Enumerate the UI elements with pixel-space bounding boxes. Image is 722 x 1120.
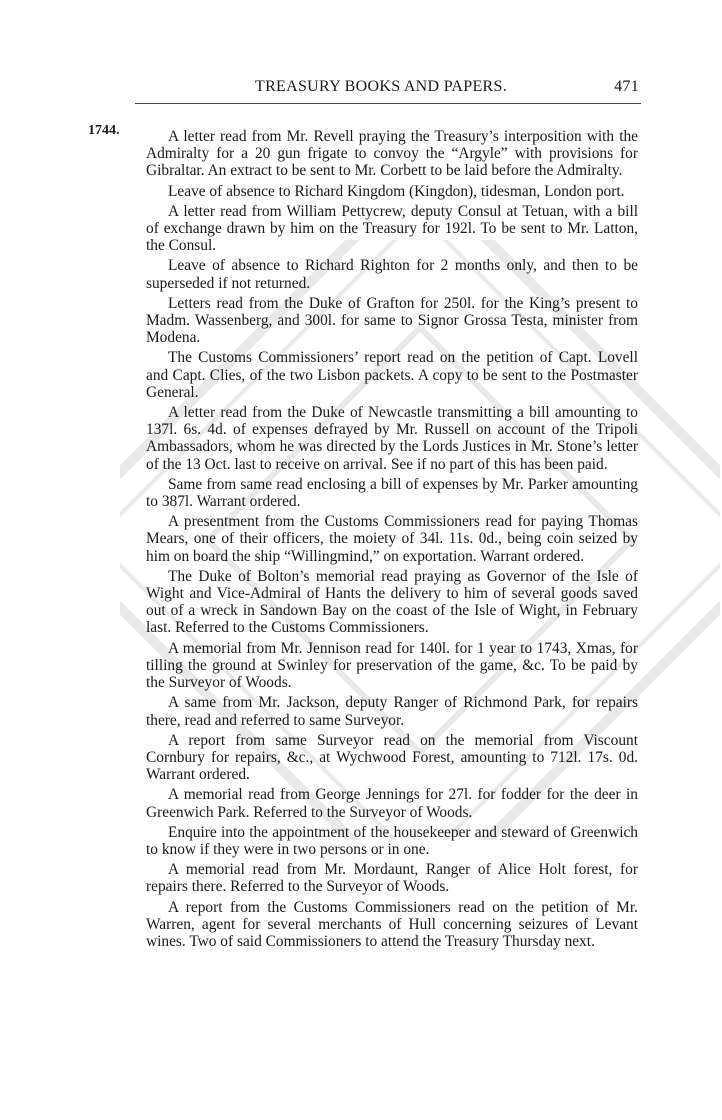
running-title: TREASURY BOOKS AND PAPERS. — [255, 78, 508, 95]
entry-paragraph: A letter read from the Duke of Newcastle transmitting a bill amounting to 137l. 6s. 4d. of expenses defrayed by Mr. Russell on account of the Tripoli Ambassadors, whom he was directed by the Lords Justices in Mr. Stone’s letter of the 13 Oct. last to receive on arrival. See if no part of this has been paid. — [146, 404, 638, 473]
entry-paragraph: A same from Mr. Jackson, deputy Ranger of Richmond Park, for repairs there, read and referred to same Surveyor. — [146, 694, 638, 729]
entry-paragraph: A letter read from Mr. Revell praying the Treasury’s interposition with the Admiralty for a 20 gun frigate to convoy the “Argyle” with provisions for Gibraltar. An extract to be sent to Mr. Corbett to be laid before the Admiralty. — [146, 128, 638, 180]
entry-paragraph: Same from same read enclosing a bill of expenses by Mr. Parker amounting to 387l. Warrant ordered. — [146, 475, 638, 511]
entry-paragraph: Leave of absence to Richard Righton for 2 months only, and then to be superseded if not returned. — [146, 257, 638, 292]
header-rule — [135, 103, 641, 104]
entry-paragraph: A letter read from William Pettycrew, deputy Consul at Tetuan, with a bill of exchange drawn by him on the Treasury for 192l. To be sent to Mr. Latton, the Consul. — [146, 202, 638, 255]
running-header — [255, 78, 639, 96]
entry-paragraph: The Duke of Bolton’s memorial read praying as Governor of the Isle of Wight and Vice-Admiral of Hants the delivery to him of several goods saved out of a wreck in Sandown Bay on the coast of the Isle of Wight, in February last. Referred to the Customs Commissioners. — [146, 567, 638, 637]
entry-paragraph: A presentment from the Customs Commissioners read for paying Thomas Mears, one of their officers, the moiety of 34l. 11s. 0d., being coin seized by him on board the ship “Willingmind,” on exportation. Warrant ordered. — [146, 513, 638, 565]
page-number: 471 — [614, 78, 639, 95]
year-marginal-note: 1744. — [88, 123, 120, 138]
entry-paragraph: Leave of absence to Richard Kingdom (Kingdon), tidesman, London port. — [168, 182, 625, 200]
entry-paragraph: A memorial read from Mr. Mordaunt, Ranger of Alice Holt forest, for repairs there. Referred to the Surveyor of Woods. — [146, 861, 638, 896]
entry-paragraph: Letters read from the Duke of Grafton for 250l. for the King’s present to Madm. Wassenberg, and 300l. for same to Signor Grossa Testa, minister from Modena. — [146, 294, 638, 347]
entry-paragraph: A report from same Surveyor read on the memorial from Viscount Cornbury for repairs, &c., at Wychwood Forest, amounting to 712l. 17s. 0d. Warrant ordered. — [146, 731, 638, 784]
entry-paragraph: A memorial read from George Jennings for 27l. for fodder for the deer in Greenwich Park. Referred to the Surveyor of Woods. — [146, 786, 638, 821]
entry-paragraph: A memorial from Mr. Jennison read for 140l. for 1 year to 1743, Xmas, for tilling the ground at Swinley for preservation of the game, &c. To be paid by the Surveyor of Woods. — [146, 639, 638, 692]
entry-paragraph: A report from the Customs Commissioners read on the petition of Mr. Warren, agent for several merchants of Hull concerning seizures of Levant wines. Two of said Commissioners to attend the Treasury Thursday next. — [146, 898, 638, 950]
entry-paragraph: The Customs Commissioners’ report read on the petition of Capt. Lovell and Capt. Clies, of the two Lisbon packets. A copy to be sent to the Postmaster General. — [146, 349, 638, 401]
entry-paragraph: Enquire into the appointment of the housekeeper and steward of Greenwich to know if they were in two persons or in one. — [146, 823, 638, 858]
entry-list — [146, 128, 638, 953]
